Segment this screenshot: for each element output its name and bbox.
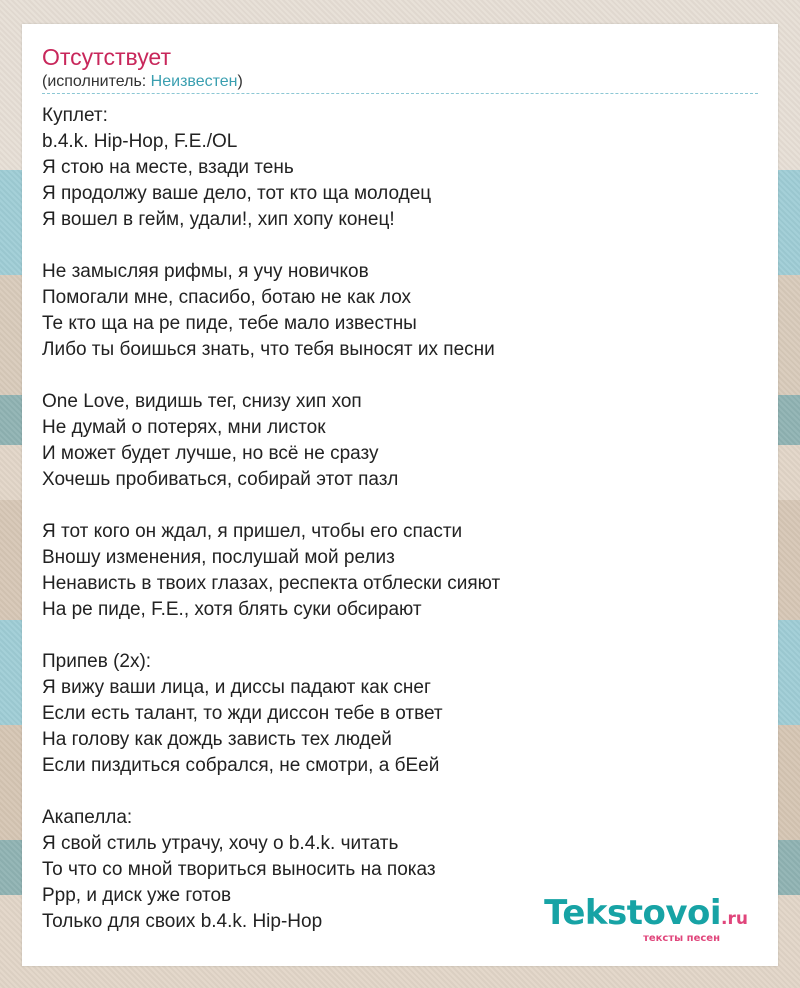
lyric-line: Помогали мне, спасибо, ботаю не как лох [42,287,412,308]
song-title: Отсутствует [42,44,171,70]
lyric-line [42,233,758,259]
lyric-line: Куплет: [42,105,108,126]
lyric-line: Не замысляя рифмы, я учу новичков [42,261,369,282]
lyric-line: Ppp, и диск уже готов [42,885,232,906]
artist-line [42,72,243,92]
artist-suffix: ) [237,73,243,90]
lyric-line: Если есть талант, то жди диссон тебе в ответ [42,703,443,724]
site-logo[interactable] [544,895,748,944]
lyric-line: На ре пиде, F.E., хотя блять суки обсирают [42,599,422,620]
lyric-line: Либо ты боишься знать, что тебя выносят их песни [42,339,495,360]
logo-name: Tekstovoi [544,893,722,933]
lyric-line [42,779,758,805]
lyric-line: Если пиздиться собрался, не смотри, а бЕей [42,755,440,776]
lyric-line: Припев (2x): [42,651,152,672]
lyric-line: Я стою на месте, взади тень [42,157,294,178]
lyric-line: Вношу изменения, послушай мой релиз [42,547,395,568]
lyric-line: Не думай о потерях, мни листок [42,417,326,438]
lyric-line: Хочешь пробиваться, собирай этот пазл [42,469,399,490]
logo-tagline: тексты песен [643,933,720,944]
lyric-line: На голову как дождь зависть тех людей [42,729,392,750]
logo-wordmark [544,895,748,937]
lyric-line: One Love, видишь тег, снизу хип хоп [42,391,362,412]
lyric-line: Я тот кого он ждал, я пришел, чтобы его спасти [42,521,463,542]
lyric-line: Только для своих b.4.k. Hip-Hop [42,911,323,932]
lyrics-card [22,24,778,966]
lyric-line: Я свой стиль утрачу, хочу о b.4.k. читать [42,833,399,854]
lyric-line [42,623,758,649]
lyric-line: И может будет лучше, но всё не сразу [42,443,379,464]
lyric-line: Я вошел в гейм, удали!, хип хопу конец! [42,209,395,230]
lyric-line: Ненависть в твоих глазах, респекта отблески сияют [42,573,501,594]
lyric-line: То что со мной твориться выносить на показ [42,859,436,880]
artist-prefix: (исполнитель: [42,73,151,90]
lyric-line: Акапелла: [42,807,133,828]
lyric-line: Те кто ща на ре пиде, тебе мало известны [42,313,417,334]
lyric-line [42,363,758,389]
lyrics-body [42,103,758,935]
lyric-line [42,493,758,519]
lyric-line: Я продолжу ваше дело, тот кто ща молодец [42,183,432,204]
lyric-line: Я вижу ваши лица, и диссы падают как снег [42,677,431,698]
divider [42,93,758,94]
lyric-line: b.4.k. Hip-Hop, F.E./OL [42,131,238,152]
logo-tld: .ru [721,909,748,929]
artist-link[interactable]: Неизвестен [150,73,238,90]
